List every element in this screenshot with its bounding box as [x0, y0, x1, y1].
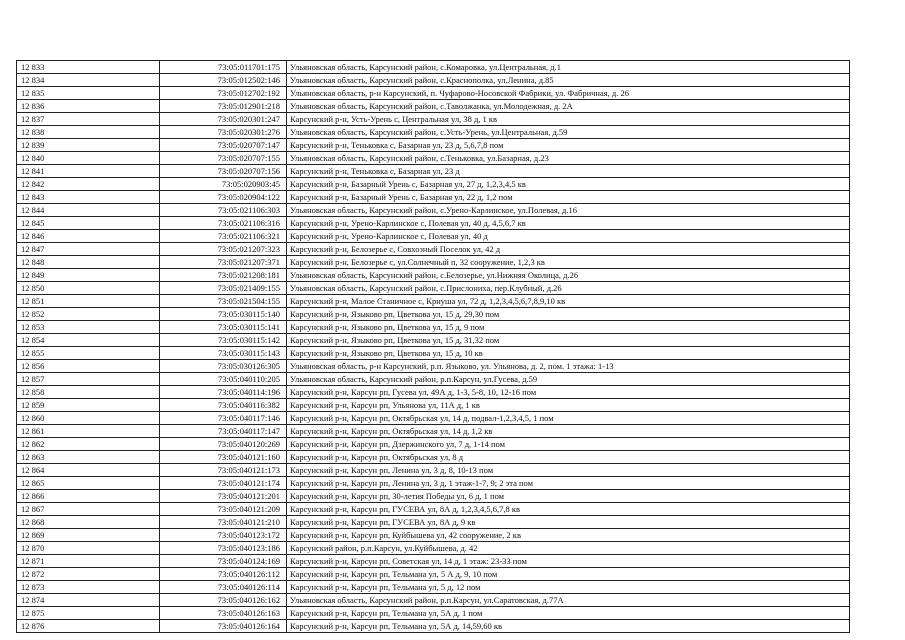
address-cell: Карсунский р-н, Карсун рп, Октябрьская ул, 14 д, 1,2 кв — [287, 425, 850, 438]
cadastral-number-cell: 73:05:040124:169 — [160, 555, 287, 568]
address-cell: Карсунский р-н, Карсун рп, Куйбышева ул, 42 сооружение, 2 кв — [287, 529, 850, 542]
row-number-cell: 12 858 — [17, 386, 160, 399]
address-cell: Карсунский р-н, Карсун рп, Октябрьская ул, 14 д, подвал-1,2,3,4,5, 1 пом — [287, 412, 850, 425]
address-cell: Карсунский р-н, Теньковка с, Базарная ул, 23 д, 5,6,7,8 пом — [287, 139, 850, 152]
address-cell: Ульяновская область, Карсунский район, р.п.Карсун, ул.Гусева, д.59 — [287, 373, 850, 386]
row-number-cell: 12 859 — [17, 399, 160, 412]
row-number-cell: 12 867 — [17, 503, 160, 516]
address-cell: Карсунский р-н, Белозерье с, Совхозный Поселок ул, 42 д — [287, 243, 850, 256]
row-number-cell: 12 851 — [17, 295, 160, 308]
address-cell: Карсунский р-н, Карсун рп, Тельмана ул, 5 А д, 9, 10 пом — [287, 568, 850, 581]
cadastral-number-cell: 73:05:040117:146 — [160, 412, 287, 425]
address-cell: Ульяновская область, р-н Карсунский, п. Чуфарово-Носовской Фабрики, ул. Фабричная, д. 26 — [287, 87, 850, 100]
address-cell: Карсунский р-н, Карсун рп, Ульянова ул, 11А д, 1 кв — [287, 399, 850, 412]
row-number-cell: 12 837 — [17, 113, 160, 126]
table-row — [17, 230, 850, 243]
address-cell: Карсунский р-н, Карсун рп, Тельмана ул, 5А д, 1 пом — [287, 607, 850, 620]
address-cell: Ульяновская область, Карсунский район, с.Прислониха, пер.Клубный, д.26 — [287, 282, 850, 295]
cadastral-number-cell: 73:05:040121:160 — [160, 451, 287, 464]
cadastral-number-cell: 73:05:040117:147 — [160, 425, 287, 438]
table-row — [17, 464, 850, 477]
row-number-cell: 12 846 — [17, 230, 160, 243]
address-cell: Ульяновская область, Карсунский район, с.Комаровка, ул.Центральная, д.1 — [287, 61, 850, 74]
row-number-cell: 12 874 — [17, 594, 160, 607]
address-cell: Карсунский р-н, Карсун рп, Ленина ул, 3 д, 8, 10-13 пом — [287, 464, 850, 477]
row-number-cell: 12 868 — [17, 516, 160, 529]
row-number-cell: 12 870 — [17, 542, 160, 555]
address-cell: Карсунский р-н, Языково рп, Цветкова ул, 15 д, 9 пом — [287, 321, 850, 334]
address-cell: Ульяновская область, Карсунский район, с.Белозерье, ул.Нижняя Околица, д.26 — [287, 269, 850, 282]
address-cell: Ульяновская область, Карсунский район, с.Усть-Урень, ул.Центральная, д.59 — [287, 126, 850, 139]
table-row — [17, 594, 850, 607]
address-cell: Карсунский район, р.п.Карсун, ул.Куйбышева, д. 42 — [287, 542, 850, 555]
row-number-cell: 12 866 — [17, 490, 160, 503]
row-number-cell: 12 871 — [17, 555, 160, 568]
row-number-cell: 12 848 — [17, 256, 160, 269]
table-row — [17, 438, 850, 451]
cadastral-number-cell: 73:05:021106:303 — [160, 204, 287, 217]
row-number-cell: 12 875 — [17, 607, 160, 620]
table-row — [17, 152, 850, 165]
address-cell: Карсунский р-н, Усть-Урень с, Центральная ул, 38 д, 1 кв — [287, 113, 850, 126]
row-number-cell: 12 845 — [17, 217, 160, 230]
row-number-cell: 12 849 — [17, 269, 160, 282]
cadastral-number-cell: 73:05:020707:155 — [160, 152, 287, 165]
table-row — [17, 412, 850, 425]
cadastral-number-cell: 73:05:021208:181 — [160, 269, 287, 282]
cadastral-number-cell: 73:05:040120:269 — [160, 438, 287, 451]
registry-table-body — [17, 61, 850, 633]
address-cell: Карсунский р-н, Карсун рп, ГУСЕВА ул, 8А д, 1,2,3,4,5,6,7,8 кв — [287, 503, 850, 516]
table-row — [17, 542, 850, 555]
row-number-cell: 12 856 — [17, 360, 160, 373]
address-cell: Карсунский р-н, Карсун рп, Ленина ул, 3 д, 1 этаж-1-7, 9; 2 эта пом — [287, 477, 850, 490]
cadastral-number-cell: 73:05:040126:112 — [160, 568, 287, 581]
table-row — [17, 529, 850, 542]
cadastral-number-cell: 73:05:040126:162 — [160, 594, 287, 607]
row-number-cell: 12 847 — [17, 243, 160, 256]
table-row — [17, 490, 850, 503]
row-number-cell: 12 835 — [17, 87, 160, 100]
address-cell: Ульяновская область, Карсунский район, р.п.Карсун, ул.Саратовская, д.77А — [287, 594, 850, 607]
row-number-cell: 12 864 — [17, 464, 160, 477]
table-row — [17, 204, 850, 217]
table-row — [17, 503, 850, 516]
table-row — [17, 243, 850, 256]
row-number-cell: 12 836 — [17, 100, 160, 113]
table-row — [17, 373, 850, 386]
address-cell: Карсунский р-н, Базарный Урень с, Базарная ул, 27 д, 1,2,3,4,5 кв — [287, 178, 850, 191]
address-cell: Карсунский р-н, Урено-Карлинское с, Полевая ул, 40 д — [287, 230, 850, 243]
address-cell: Карсунский р-н, Карсун рп, Дзержинского ул, 7 д, 1-14 пом — [287, 438, 850, 451]
row-number-cell: 12 852 — [17, 308, 160, 321]
cadastral-number-cell: 73:05:040121:201 — [160, 490, 287, 503]
row-number-cell: 12 865 — [17, 477, 160, 490]
cadastral-number-cell: 73:05:011701:175 — [160, 61, 287, 74]
row-number-cell: 12 854 — [17, 334, 160, 347]
cadastral-number-cell: 73:05:040126:114 — [160, 581, 287, 594]
address-cell: Карсунский р-н, Карсун рп, 30-летия Победы ул, 6 д, 1 пом — [287, 490, 850, 503]
table-row — [17, 581, 850, 594]
cadastral-number-cell: 73:05:030115:141 — [160, 321, 287, 334]
row-number-cell: 12 842 — [17, 178, 160, 191]
table-row — [17, 178, 850, 191]
table-row — [17, 620, 850, 633]
address-cell: Карсунский р-н, Карсун рп, Гусева ул, 49А д, 1-3, 5-8, 10, 12-16 пом — [287, 386, 850, 399]
address-cell: Карсунский р-н, Языково рп, Цветкова ул, 15 д, 29,30 пом — [287, 308, 850, 321]
table-row — [17, 191, 850, 204]
row-number-cell: 12 876 — [17, 620, 160, 633]
cadastral-number-cell: 73:05:021106:321 — [160, 230, 287, 243]
cadastral-number-cell: 73:05:040114:196 — [160, 386, 287, 399]
address-cell: Ульяновская область, Карсунский район, с.Таволжанка, ул.Молодежная, д. 2А — [287, 100, 850, 113]
row-number-cell: 12 833 — [17, 61, 160, 74]
table-row — [17, 399, 850, 412]
row-number-cell: 12 844 — [17, 204, 160, 217]
cadastral-number-cell: 73:05:040121:173 — [160, 464, 287, 477]
table-row — [17, 282, 850, 295]
table-row — [17, 126, 850, 139]
table-row — [17, 269, 850, 282]
address-cell: Карсунский р-н, Карсун рп, Советская ул, 14 д, 1 этаж: 23-33 пом — [287, 555, 850, 568]
cadastral-number-cell: 73:05:021504:155 — [160, 295, 287, 308]
table-row — [17, 139, 850, 152]
cadastral-number-cell: 73:05:021207:371 — [160, 256, 287, 269]
table-row — [17, 451, 850, 464]
cadastral-number-cell: 73:05:040123:172 — [160, 529, 287, 542]
table-row — [17, 360, 850, 373]
address-cell: Ульяновская область, р-н Карсунский, р.п. Языково, ул. Ульянова, д. 2, пом. 1 этажа: 1-13 — [287, 360, 850, 373]
cadastral-number-cell: 73:05:012901:218 — [160, 100, 287, 113]
address-cell: Карсунский р-н, Языково рп, Цветкова ул, 15 д, 31,32 пом — [287, 334, 850, 347]
cadastral-number-cell: 73:05:020903:45 — [160, 178, 287, 191]
cadastral-number-cell: 73:05:021409:155 — [160, 282, 287, 295]
row-number-cell: 12 843 — [17, 191, 160, 204]
cadastral-number-cell: 73:05:020301:276 — [160, 126, 287, 139]
address-cell: Ульяновская область, Карсунский район, с.Теньковка, ул.Базарная, д.23 — [287, 152, 850, 165]
table-row — [17, 256, 850, 269]
cadastral-number-cell: 73:05:021207:323 — [160, 243, 287, 256]
row-number-cell: 12 840 — [17, 152, 160, 165]
cadastral-number-cell: 73:05:030115:140 — [160, 308, 287, 321]
row-number-cell: 12 872 — [17, 568, 160, 581]
row-number-cell: 12 855 — [17, 347, 160, 360]
cadastral-number-cell: 73:05:040121:209 — [160, 503, 287, 516]
cadastral-number-cell: 73:05:021106:316 — [160, 217, 287, 230]
table-row — [17, 61, 850, 74]
table-row — [17, 87, 850, 100]
address-cell: Карсунский р-н, Базарный Урень с, Базарная ул, 22 д, 1,2 пом — [287, 191, 850, 204]
address-cell: Карсунский р-н, Карсун рп, Октябрьская ул, 8 д — [287, 451, 850, 464]
table-row — [17, 425, 850, 438]
address-cell: Ульяновская область, Карсунский район, с.Урено-Карлинское, ул.Полевая, д.16 — [287, 204, 850, 217]
address-cell: Карсунский р-н, Языково рп, Цветкова ул, 15 д, 10 кв — [287, 347, 850, 360]
address-cell: Карсунский р-н, Малое Станичное с, Крнуша ул, 72 д, 1,2,3,4,5,6,7,8,9,10 кв — [287, 295, 850, 308]
cadastral-number-cell: 73:05:030126:305 — [160, 360, 287, 373]
cadastral-number-cell: 73:05:040126:163 — [160, 607, 287, 620]
cadastral-number-cell: 73:05:040116:382 — [160, 399, 287, 412]
table-row — [17, 347, 850, 360]
table-row — [17, 607, 850, 620]
row-number-cell: 12 838 — [17, 126, 160, 139]
cadastral-number-cell: 73:05:012702:192 — [160, 87, 287, 100]
table-row — [17, 217, 850, 230]
cadastral-number-cell: 73:05:040126:164 — [160, 620, 287, 633]
property-registry-table — [16, 60, 850, 633]
table-row — [17, 308, 850, 321]
cadastral-number-cell: 73:05:040110:205 — [160, 373, 287, 386]
table-row — [17, 568, 850, 581]
row-number-cell: 12 863 — [17, 451, 160, 464]
cadastral-number-cell: 73:05:030115:142 — [160, 334, 287, 347]
table-row — [17, 477, 850, 490]
cadastral-number-cell: 73:05:040121:174 — [160, 477, 287, 490]
address-cell: Ульяновская область, Карсунский район, с.Краснополка, ул.Ленина, д.85 — [287, 74, 850, 87]
address-cell: Карсунский р-н, Теньковка с, Базарная ул, 23 д — [287, 165, 850, 178]
table-row — [17, 100, 850, 113]
cadastral-number-cell: 73:05:040123:186 — [160, 542, 287, 555]
row-number-cell: 12 860 — [17, 412, 160, 425]
table-row — [17, 386, 850, 399]
cadastral-number-cell: 73:05:040121:210 — [160, 516, 287, 529]
cadastral-number-cell: 73:05:030115:143 — [160, 347, 287, 360]
table-row — [17, 334, 850, 347]
cadastral-number-cell: 73:05:020707:147 — [160, 139, 287, 152]
row-number-cell: 12 857 — [17, 373, 160, 386]
table-row — [17, 516, 850, 529]
row-number-cell: 12 841 — [17, 165, 160, 178]
address-cell: Карсунский р-н, Карсун рп, Тельмана ул, 5А д, 14,59,60 кв — [287, 620, 850, 633]
cadastral-number-cell: 73:05:020301:247 — [160, 113, 287, 126]
cadastral-number-cell: 73:05:012502:146 — [160, 74, 287, 87]
row-number-cell: 12 850 — [17, 282, 160, 295]
row-number-cell: 12 862 — [17, 438, 160, 451]
row-number-cell: 12 834 — [17, 74, 160, 87]
row-number-cell: 12 839 — [17, 139, 160, 152]
address-cell: Карсунский р-н, Урено-Карлинское с, Полевая ул, 40 д, 4,5,6,7 кв — [287, 217, 850, 230]
table-row — [17, 165, 850, 178]
address-cell: Карсунский р-н, Карсун рп, ГУСЕВА ул, 8А д, 9 кв — [287, 516, 850, 529]
row-number-cell: 12 869 — [17, 529, 160, 542]
row-number-cell: 12 853 — [17, 321, 160, 334]
row-number-cell: 12 873 — [17, 581, 160, 594]
row-number-cell: 12 861 — [17, 425, 160, 438]
cadastral-number-cell: 73:05:020707:156 — [160, 165, 287, 178]
table-row — [17, 321, 850, 334]
address-cell: Карсунский р-н, Белозерье с, ул.Солнечный п, 32 сооружение, 1,2,3 кв — [287, 256, 850, 269]
address-cell: Карсунский р-н, Карсун рп, Тельмана ул, 5 д, 12 пом — [287, 581, 850, 594]
table-row — [17, 295, 850, 308]
table-row — [17, 555, 850, 568]
cadastral-number-cell: 73:05:020904:122 — [160, 191, 287, 204]
table-row — [17, 113, 850, 126]
table-row — [17, 74, 850, 87]
